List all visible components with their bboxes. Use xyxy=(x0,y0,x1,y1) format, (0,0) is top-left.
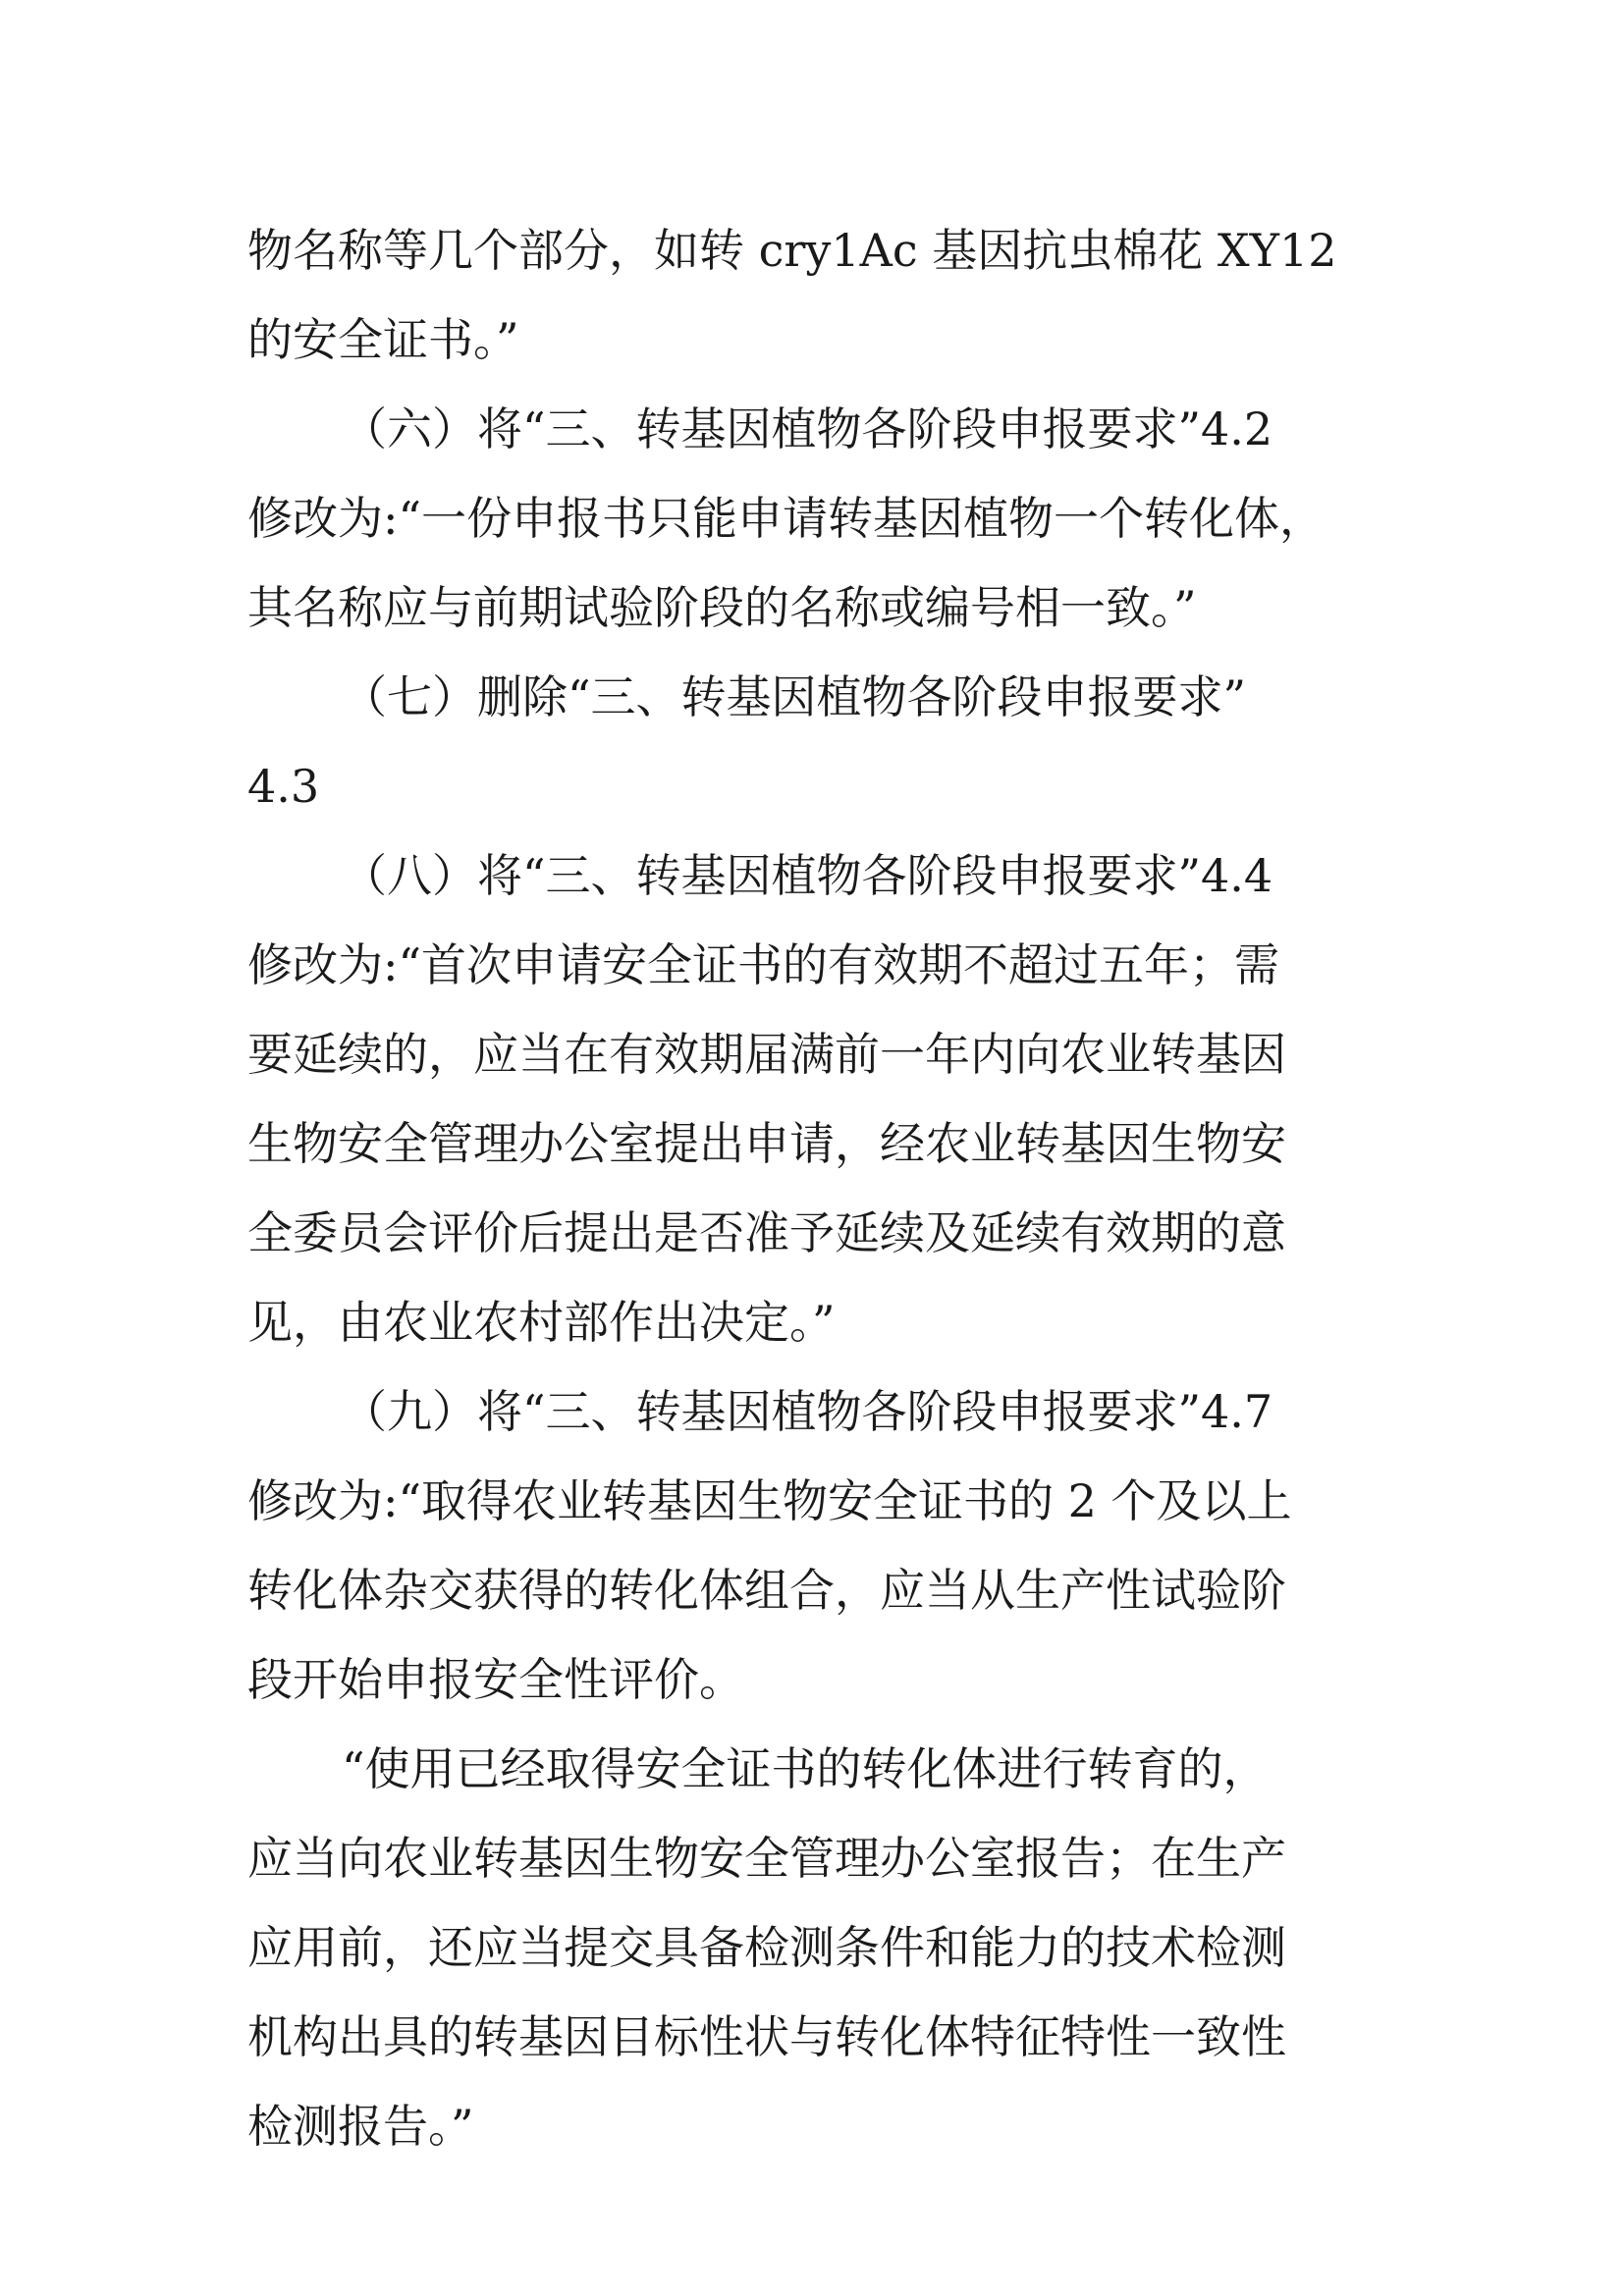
text-line: 应当向农业转基因生物安全管理办公室报告；在生产 xyxy=(247,1832,1286,1885)
text-line: 检测报告。” xyxy=(247,2100,474,2153)
text-line: 修改为:“取得农业转基因生物安全证书的 2 个及以上 xyxy=(247,1474,1292,1527)
text-line: （九）将“三、转基因植物各阶段申报要求”4.7 xyxy=(342,1385,1273,1438)
text-line: （八）将“三、转基因植物各阶段申报要求”4.4 xyxy=(342,849,1273,902)
text-line: 修改为:“一份申报书只能申请转基因植物一个转化体， xyxy=(247,492,1326,545)
text-line: 全委员会评价后提出是否准予延续及延续有效期的意 xyxy=(247,1206,1286,1259)
text-line: （七）删除“三、转基因植物各阶段申报要求” xyxy=(342,670,1247,723)
text-line: 修改为:“首次申请安全证书的有效期不超过五年；需 xyxy=(247,938,1280,991)
text-line: 转化体杂交获得的转化体组合，应当从生产性试验阶 xyxy=(247,1564,1286,1617)
text-line: 应用前，还应当提交具备检测条件和能力的技术检测 xyxy=(247,1921,1286,1974)
text-line: 段开始申报安全性评价。 xyxy=(247,1653,744,1706)
text-line: 4.3 xyxy=(247,760,320,813)
document-body xyxy=(247,206,1386,2171)
text-line: 生物安全管理办公室提出申请，经农业转基因生物安 xyxy=(247,1117,1286,1170)
text-line: 的安全证书。” xyxy=(247,313,519,366)
text-line: 见，由农业农村部作出决定。” xyxy=(247,1296,836,1349)
text-line: （六）将“三、转基因植物各阶段申报要求”4.2 xyxy=(342,402,1273,455)
text-line: 其名称应与前期试验阶段的名称或编号相一致。” xyxy=(247,581,1197,634)
text-line: 要延续的，应当在有效期届满前一年内向农业转基因 xyxy=(247,1028,1286,1081)
text-line: “使用已经取得安全证书的转化体进行转育的， xyxy=(342,1742,1269,1795)
text-line: 机构出具的转基因目标性状与转化体特征特性一致性 xyxy=(247,2010,1286,2063)
text-line: 物名称等几个部分，如转 cry1Ac 基因抗虫棉花 XY12 xyxy=(247,224,1337,277)
